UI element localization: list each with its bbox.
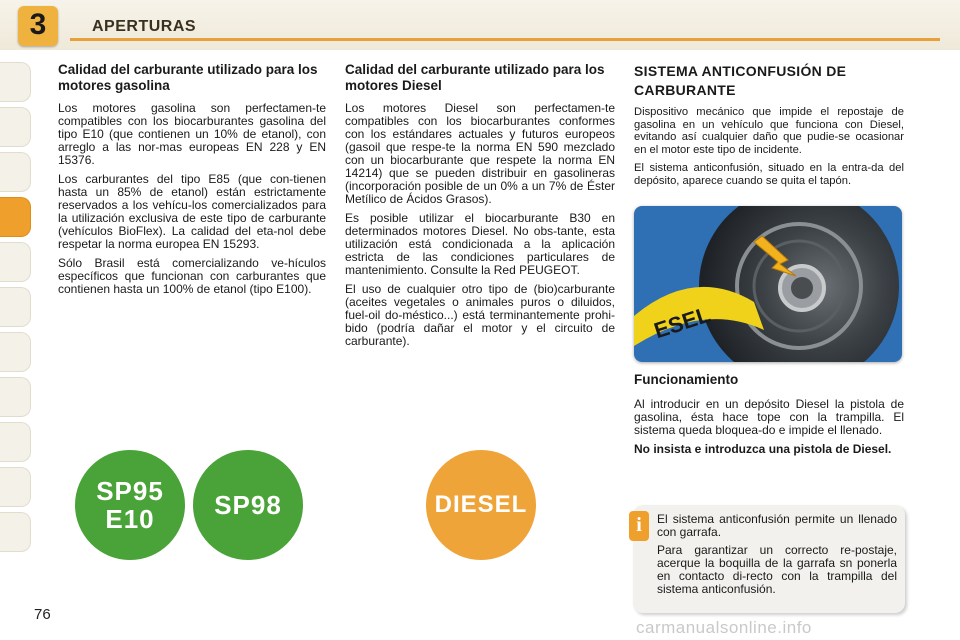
fuel-filler-illustration [634,206,902,362]
operation-section [634,372,904,462]
anti-misfuel-section [634,62,904,194]
diesel-paragraph: El uso de cualquier otro tipo de (bio)carburante (aceites vegetales o animales puros o diluidos, fuel-oil do-méstico...) está terminantemente prohi-bido (podría dañar el motor y el circuito de carburante). [345,282,615,348]
sp95-e10-badge [75,450,185,560]
anti-misfuel-paragraph: El sistema anticonfusión, situado en la entra-da del depósito, aparece cuando se quita el tapón. [634,162,904,187]
diesel-label: DIESEL [434,491,528,518]
chapter-tab-active[interactable] [0,197,31,237]
operation-warning: No insista e introduzca una pistola de Diesel. [634,442,892,456]
chapter-tab[interactable] [0,152,31,192]
chapter-tab[interactable] [0,107,31,147]
info-box [633,505,905,613]
diesel-heading: Calidad del carburante utilizado para los motores Diesel [345,62,605,93]
chapter-tabs [0,62,34,557]
info-icon: i [629,511,649,541]
info-paragraph: El sistema anticonfusión permite un llenado con garrafa. [657,512,897,539]
operation-heading: Funcionamiento [634,372,739,387]
info-paragraph: Para garantizar un correcto re-postaje, acerque la boquilla de la garrafa sn ponerla en contacto di-recto con la trampilla del sistema anticonfusión. [657,543,897,596]
anti-misfuel-heading: SISTEMA ANTICONFUSIÓN DE CARBURANTE [634,63,847,98]
sp98-badge [193,450,303,560]
petrol-section [58,62,326,302]
operation-paragraph: Al introducir en un depósito Diesel la pistola de gasolina, ésta hace tope con la trampilla. El sistema queda bloquea-do e impide el llenado. [634,397,904,437]
fuel-filler-photo [634,206,902,362]
chapter-tab[interactable] [0,377,31,417]
chapter-tab[interactable] [0,467,31,507]
header-divider [70,38,940,41]
petrol-heading: Calidad del carburante utilizado para los motores gasolina [58,62,318,93]
sp98-label: SP98 [214,490,282,520]
chapter-badge [18,6,58,46]
petrol-paragraph: Los carburantes del tipo E85 (que con-tienen hasta un 85% de etanol) están estrictamente reservados a los vehícu-los comercializados para la utilización exclusiva de este tipo de carburante (vehículos BioFlex). La calidad del eta-nol debe respetar la norma europea EN 15293. [58,172,326,251]
anti-misfuel-paragraph: Dispositivo mecánico que impide el repostaje de gasolina en un vehículo que funciona con Diesel, evitando así cualquier daño que pudie-se ocasionar en el motor este tipo de incidente. [634,106,904,156]
chapter-tab[interactable] [0,62,31,102]
chapter-tab[interactable] [0,242,31,282]
page-number: 76 [34,606,51,623]
chapter-title: APERTURAS [92,18,197,35]
diesel-paragraph: Es posible utilizar el biocarburante B30 en determinados motores Diesel. No obs-tante, esta utilización está condicionada a la aplicación estricta de las condiciones particulares de mantenimiento. Consulte la Red PEUGEOT. [345,211,615,277]
chapter-tab[interactable] [0,287,31,327]
diesel-label-on-nozzle: ESEL [650,301,714,344]
watermark: carmanualsonline.info [636,618,812,637]
info-text [657,513,897,601]
chapter-tab[interactable] [0,422,31,462]
chapter-tab[interactable] [0,512,31,552]
diesel-badge [426,450,536,560]
petrol-paragraph: Los motores gasolina son perfectamen-te compatibles con los biocarburantes gasolina del tipo E10 (que contienen un 10% de etanol), con arreglo a las nor-mas europeas EN 228 y EN 15376. [58,101,326,167]
diesel-section [345,62,615,354]
sp95-label: SP95 [96,476,164,506]
petrol-paragraph: Sólo Brasil está comercializando ve-hículos específicos que funcionan con carburantes que contienen hasta un 100% de etanol (tipo E100). [58,256,326,296]
chapter-number: 3 [29,8,47,41]
e10-label: E10 [105,504,155,534]
diesel-paragraph: Los motores Diesel son perfectamen-te compatibles con los biocarburantes conformes con los estándares actuales y futuros europeos (gasoil que respe-te la norma EN 590 mezclado con un biocarburante que respete la norma EN 14214) que se pueden distribuir en gasolineras (incorporación posible de un 0% a un 7% de Éster Metílico de Ácidos Grasos). [345,101,615,206]
chapter-tab[interactable] [0,332,31,372]
